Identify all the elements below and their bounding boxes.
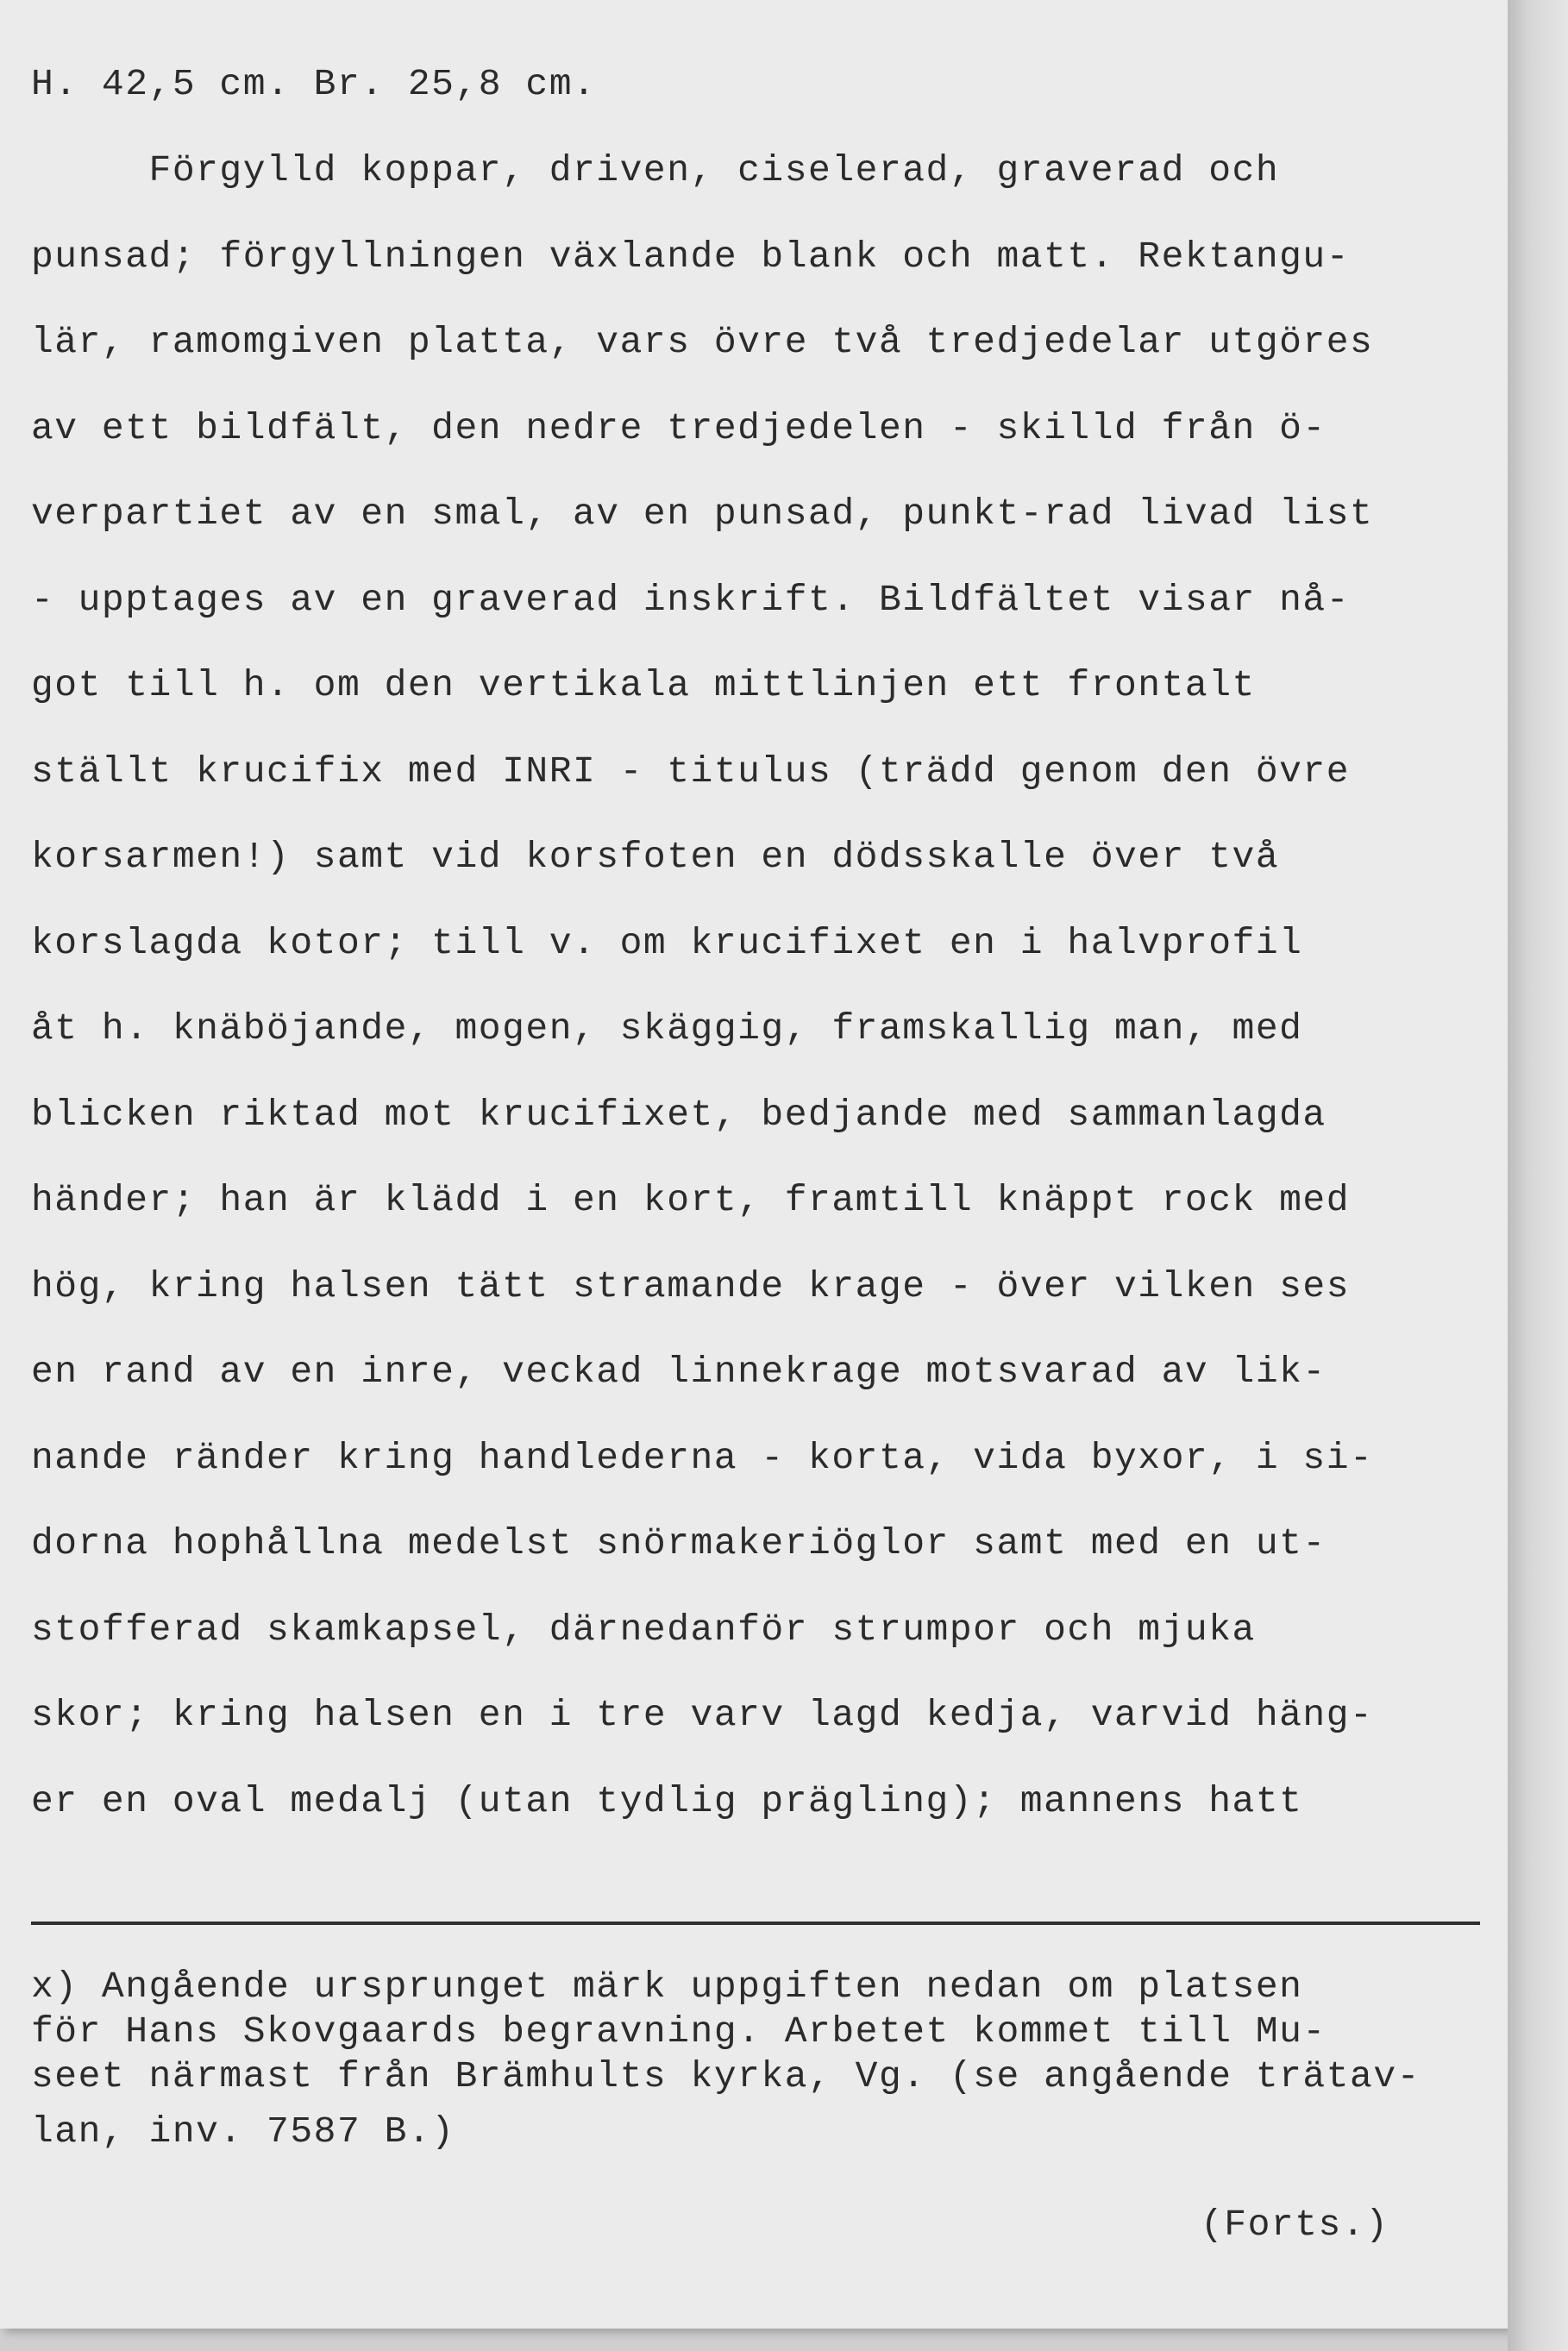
body-line: lär, ramomgiven platta, vars övre två tredjedelar utgöres	[31, 321, 1374, 363]
body-line: nande ränder kring handlederna - korta, vida byxor, i si-	[31, 1436, 1374, 1479]
footnote-line: för Hans Skovgaards begravning. Arbetet kommet till Mu-	[31, 2010, 1327, 2053]
body-line: händer; han är klädd i en kort, framtill knäppt rock med	[31, 1179, 1351, 1221]
dimensions-header: H. 42,5 cm. Br. 25,8 cm.	[31, 63, 597, 105]
footnote-divider	[31, 1922, 1480, 1925]
body-line: got till h. om den vertikala mittlinjen ett frontalt	[31, 664, 1256, 706]
body-line: dorna hophållna medelst snörmakeriöglor samt med en ut-	[31, 1522, 1327, 1564]
footnote-line: seet närmast från Brämhults kyrka, Vg. (se angående trätav-	[31, 2055, 1421, 2097]
body-line: åt h. knäböjande, mogen, skäggig, framskallig man, med	[31, 1007, 1303, 1050]
body-line: stofferad skamkapsel, därnedanför strumpor och mjuka	[31, 1608, 1256, 1651]
body-line: skor; kring halsen en i tre varv lagd kedja, varvid häng-	[31, 1694, 1374, 1736]
body-line: Förgylld koppar, driven, ciselerad, graverad och	[31, 149, 1280, 191]
body-line: - upptages av en graverad inskrift. Bildfältet visar nå-	[31, 578, 1351, 621]
body-line: korsarmen!) samt vid korsfoten en dödsskalle över två	[31, 836, 1280, 878]
body-line: punsad; förgyllningen växlande blank och matt. Rektangu-	[31, 235, 1351, 278]
scan-background-edge	[1508, 0, 1568, 2351]
footnote	[31, 1965, 1497, 2154]
body-line: blicken riktad mot krucifixet, bedjande med sammanlagda	[31, 1093, 1327, 1136]
body-line: korslagda kotor; till v. om krucifixet en i halvprofil	[31, 921, 1303, 964]
body-line: ställt krucifix med INRI - titulus (trädd genom den övre	[31, 749, 1351, 793]
footnote-line: lan, inv. 7587 B.)	[31, 2110, 455, 2153]
continuation-note: (Forts.)	[1201, 2204, 1389, 2246]
description-body	[31, 143, 1497, 1859]
body-line: verpartiet av en smal, av en punsad, punkt-rad livad list	[31, 492, 1374, 535]
footnote-line: x) Angående ursprunget märk uppgiften nedan om platsen	[31, 1965, 1303, 2008]
body-line: en rand av en inre, veckad linnekrage motsvarad av lik-	[31, 1351, 1327, 1393]
body-line: av ett bildfält, den nedre tredjedelen - skilld från ö-	[31, 406, 1327, 449]
body-line: hög, kring halsen tätt stramande krage - över vilken ses	[31, 1264, 1351, 1307]
body-line: er en oval medalj (utan tydlig prägling); mannens hatt	[31, 1779, 1303, 1822]
